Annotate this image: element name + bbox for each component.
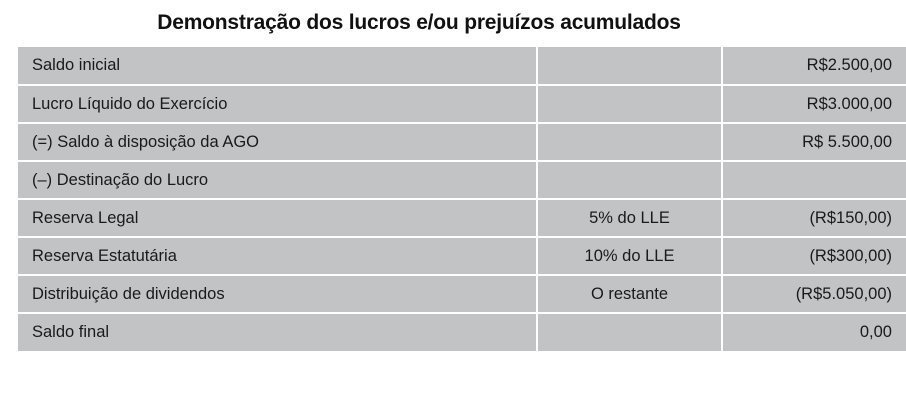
row-value: R$3.000,00: [722, 85, 906, 123]
table-row: [18, 275, 906, 313]
row-middle: O restante: [537, 275, 722, 313]
statement-table-body: [18, 47, 906, 351]
row-label: Reserva Legal: [18, 199, 537, 237]
row-middle: [537, 313, 722, 351]
row-middle: [537, 123, 722, 161]
table-row: [18, 199, 906, 237]
row-value: R$2.500,00: [722, 47, 906, 85]
row-middle: [537, 161, 722, 199]
row-label: Lucro Líquido do Exercício: [18, 85, 537, 123]
row-value: (R$300,00): [722, 237, 906, 275]
row-value: (R$5.050,00): [722, 275, 906, 313]
row-label: Saldo inicial: [18, 47, 537, 85]
row-value: [722, 161, 906, 199]
table-row: [18, 123, 906, 161]
statement-table: [18, 47, 906, 351]
row-label: (–) Destinação do Lucro: [18, 161, 537, 199]
row-label: Saldo final: [18, 313, 537, 351]
row-value: 0,00: [722, 313, 906, 351]
row-middle: [537, 85, 722, 123]
row-middle: [537, 47, 722, 85]
row-value: (R$150,00): [722, 199, 906, 237]
table-row: [18, 161, 906, 199]
row-label: Reserva Estatutária: [18, 237, 537, 275]
page-title: Demonstração dos lucros e/ou prejuízos acumulados: [157, 11, 681, 34]
row-label: (=) Saldo à disposição da AGO: [18, 123, 537, 161]
row-middle: 10% do LLE: [537, 237, 722, 275]
row-value: R$ 5.500,00: [722, 123, 906, 161]
table-row: [18, 85, 906, 123]
row-middle: 5% do LLE: [537, 199, 722, 237]
table-row: [18, 313, 906, 351]
row-label: Distribuição de dividendos: [18, 275, 537, 313]
table-row: [18, 237, 906, 275]
table-row: [18, 47, 906, 85]
